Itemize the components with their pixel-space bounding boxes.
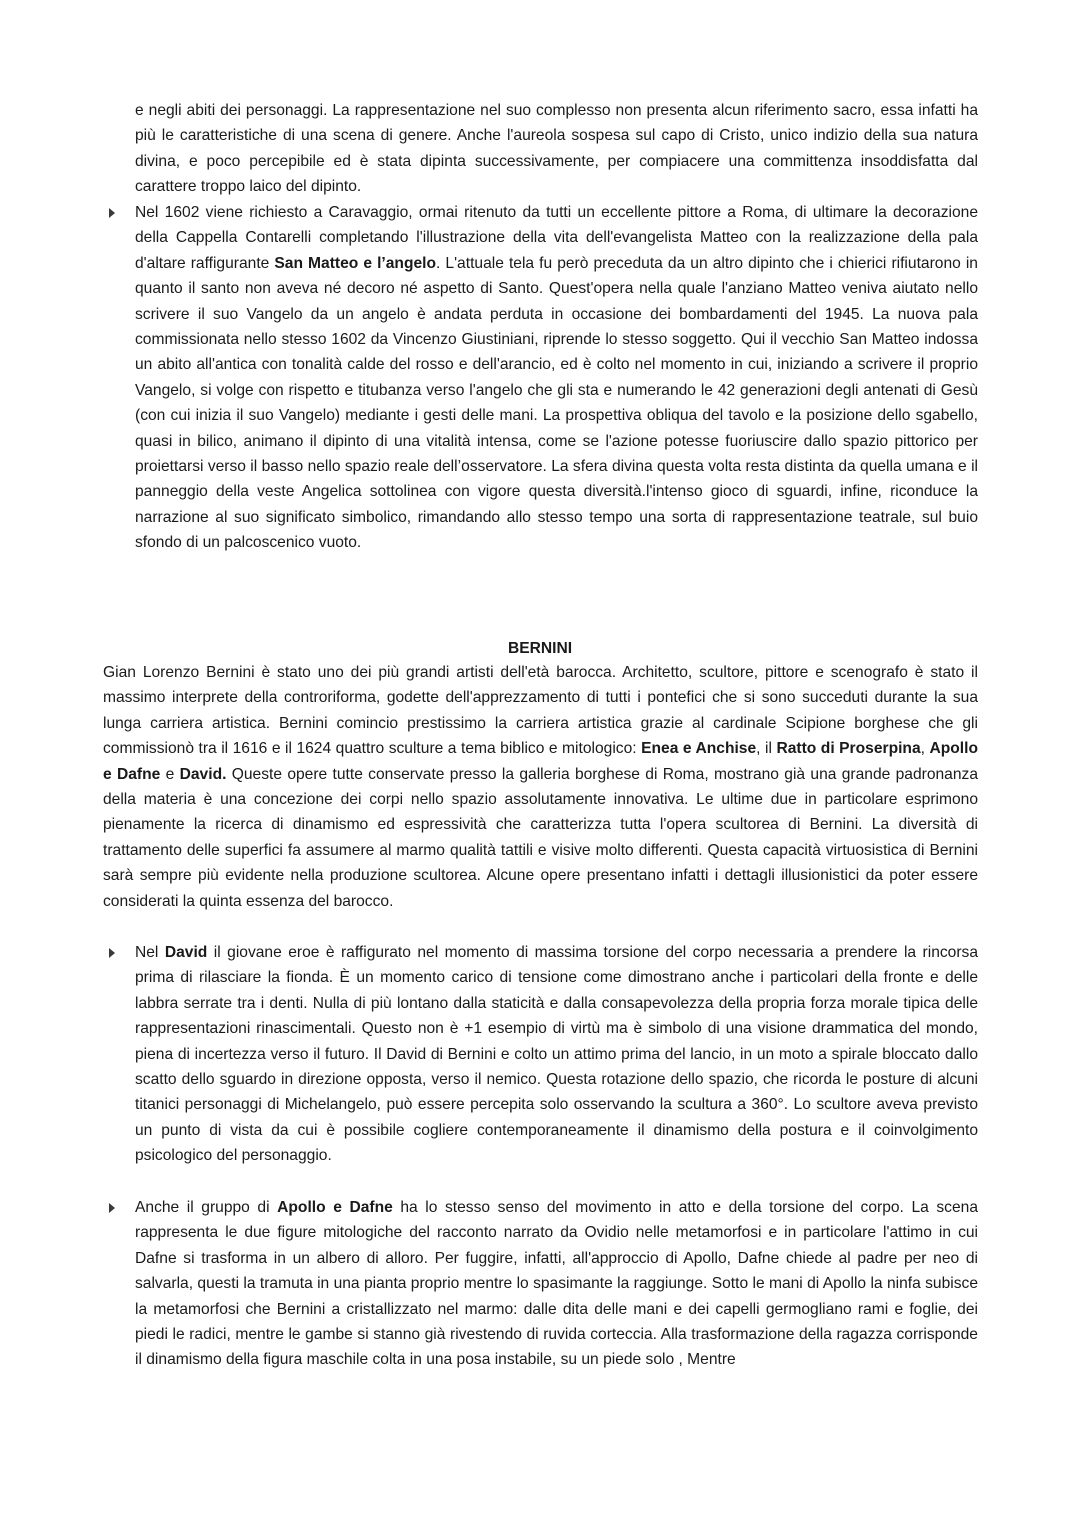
bold-title-enea: Enea e Anchise <box>641 740 757 758</box>
bold-title-david: David. <box>179 765 227 783</box>
bullet-arrow-icon <box>109 948 115 958</box>
section-heading: BERNINI <box>507 640 573 657</box>
paragraph-san-matteo: Nel 1602 viene richiesto a Caravaggio, ormai ritenuto da tutti un eccellente pittore a Roma, di ultimare la decorazione della Cappella Contarelli completando l'illustrazione della vita dell'evangelista Matteo con la realizzazione della pala d'altare raffigurante San Matteo e l’angelo. L'attuale tela fu però preceduta da un altro dipinto che i chierici rifiutarono in quanto il santo non aveva né decoro né aspetto di Santo. Quest'opera nella quale l'anziano Matteo veniva aiutato nello scrivere il suo Vangelo da un angelo è andata perduta in occasione dei bombardamenti del 1945. La nuova pala commissionata nello stesso 1602 da Vincenzo Giustiniani, riprende lo stesso soggetto. Qui il vecchio San Matteo indossa un abito all'antica con tonalità calde del rosso e dell'arancio, ed è colto nel momento in cui, iniziando a scrivere il proprio Vangelo, si volge con rispetto e titubanza verso l'angelo che gli sta e numerando le 42 generazioni degli antenati di Gesù (con cui inizia il suo Vangelo) mediante i gesti delle mani. La prospettiva obliqua del tavolo e la posizione dello sgabello, quasi in bilico, animano il dipinto di una vitalità intensa, come se l'azione potesse fuoriuscire dallo spazio pittorico per proiettarsi verso il basso nello spazio reale dell’osservatore. La sfera divina questa volta resta distinta da quella umana e il panneggio della veste Angelica sottolinea con vigore questa diversità.l'intenso gioco di sguardi, infine, riconduce la narrazione al suo significato simbolico, rimandando allo stesso tempo una sorta di rappresentazione teatrale, sul buio sfondo di un palcoscenico vuoto. <box>135 204 978 552</box>
bold-title-apollo-dafne-inline: Apollo e Dafne <box>277 1199 393 1216</box>
bullet-arrow-icon <box>109 1203 115 1213</box>
paragraph-bernini-intro: Gian Lorenzo Bernini è stato uno dei più grandi artisti dell'età barocca. Architetto, scultore, pittore e scenografo è stato il massimo interprete della controriforma, godette dell'apprezzamento di tutti i pontefici che si sono succeduti durante la sua lunga carriera artistica. Bernini comincio prestissimo la carriera artistica grazie al cardinale Scipione borghese che gli commissionò tra il 1616 e il 1624 quattro sculture a tema biblico e mitologico: Enea e Anchise, il Ratto di Proserpina, Apollo e Dafne e David. Queste opere tutte conservate presso la galleria borghese di Roma, mostrano già una grande padronanza della materia è una concezione dei corpi nello spazio assolutamente innovativa. Le ultime due in particolare esprimono pienamente la ricerca di dinamismo ed espressività che caratterizza tutta l'opera scultorea di Bernini. La diversità di trattamento delle superfici fa assumere al marmo qualità tattili e visive molto differenti. Questa capacità virtuosistica di Bernini sarà sempre più evidente nella produzione scultorea. Alcune opere presentano infatti i dettagli illusionistici da poter essere considerati la quinta essenza del barocco. <box>103 664 978 910</box>
bold-title-apollo-dafne: Apollo e Dafne <box>103 740 978 783</box>
bold-title-san-matteo: San Matteo e l’angelo <box>274 254 437 272</box>
bullet-arrow-icon <box>109 208 115 218</box>
bold-title-david-inline: David <box>164 944 208 961</box>
paragraph-apollo-dafne: Anche il gruppo di Apollo e Dafne ha lo stesso senso del movimento in atto e della torsione del corpo. La scena rappresenta le due figure mitologiche del racconto narrato da Ovidio nelle metamorfosi e in particolare l'attimo in cui Dafne si trasforma in un albero di alloro. Per fuggire, infatti, all'approccio di Apollo, Dafne chiede al padre per neo di salvarla, questi la tramuta in una pianta proprio mentre lo spasimante la raggiunge. Sotto le mani di Apollo la ninfa subisce la metamorfosi che Bernini a cristallizzato nel marmo: dalle dita delle mani e dei capelli germogliano rami e foglie, dei piedi le radici, mentre le gambe si stanno già rivestendo di ruvida corteccia. Alla trasformazione della ragazza corrisponde il dinamismo della figura maschile colta in una posa instabile, su un piede solo , Mentre <box>135 1199 978 1369</box>
bold-title-proserpina: Ratto di Proserpina <box>776 740 921 758</box>
paragraph-david: Nel David il giovane eroe è raffigurato nel momento di massima torsione del corpo necessaria a prendere la rincorsa prima di rilasciare la fionda. È un momento carico di tensione come dimostrano anche i particolari della fronte e delle labbra serrate tra i denti. Nulla di più lontano dalla staticità e dalla consapevolezza della propria forza morale tipica delle rappresentazioni rinascimentali. Questo non è +1 esempio di virtù ma è simbolo di una visione drammatica del mondo, piena di incertezza verso il futuro. Il David di Bernini e colto un attimo prima del lancio, in un moto a spirale bloccato dallo scatto dello sguardo in direzione opposta, verso il nemico. Questa rotazione dello spazio, che ricorda le posture di alcuni titanici personaggi di Michelangelo, può essere percepita solo osservando la scultura a 360°. Lo scultore aveva previsto un punto di vista da cui è possibile cogliere contemporaneamente il dinamismo della postura e il coinvolgimento psicologico del personaggio. <box>135 944 979 1165</box>
paragraph-continuation: e negli abiti dei personaggi. La rappresentazione nel suo complesso non presenta alcun riferimento sacro, essa infatti ha più le caratteristiche di una scena di genere. Anche l'aureola sospesa sul capo di Cristo, unico indizio della sua natura divina, e poco percepibile ed è stata dipinta successivamente, per compiacere una committenza insoddisfatta dal carattere troppo laico del dipinto. <box>135 102 978 196</box>
